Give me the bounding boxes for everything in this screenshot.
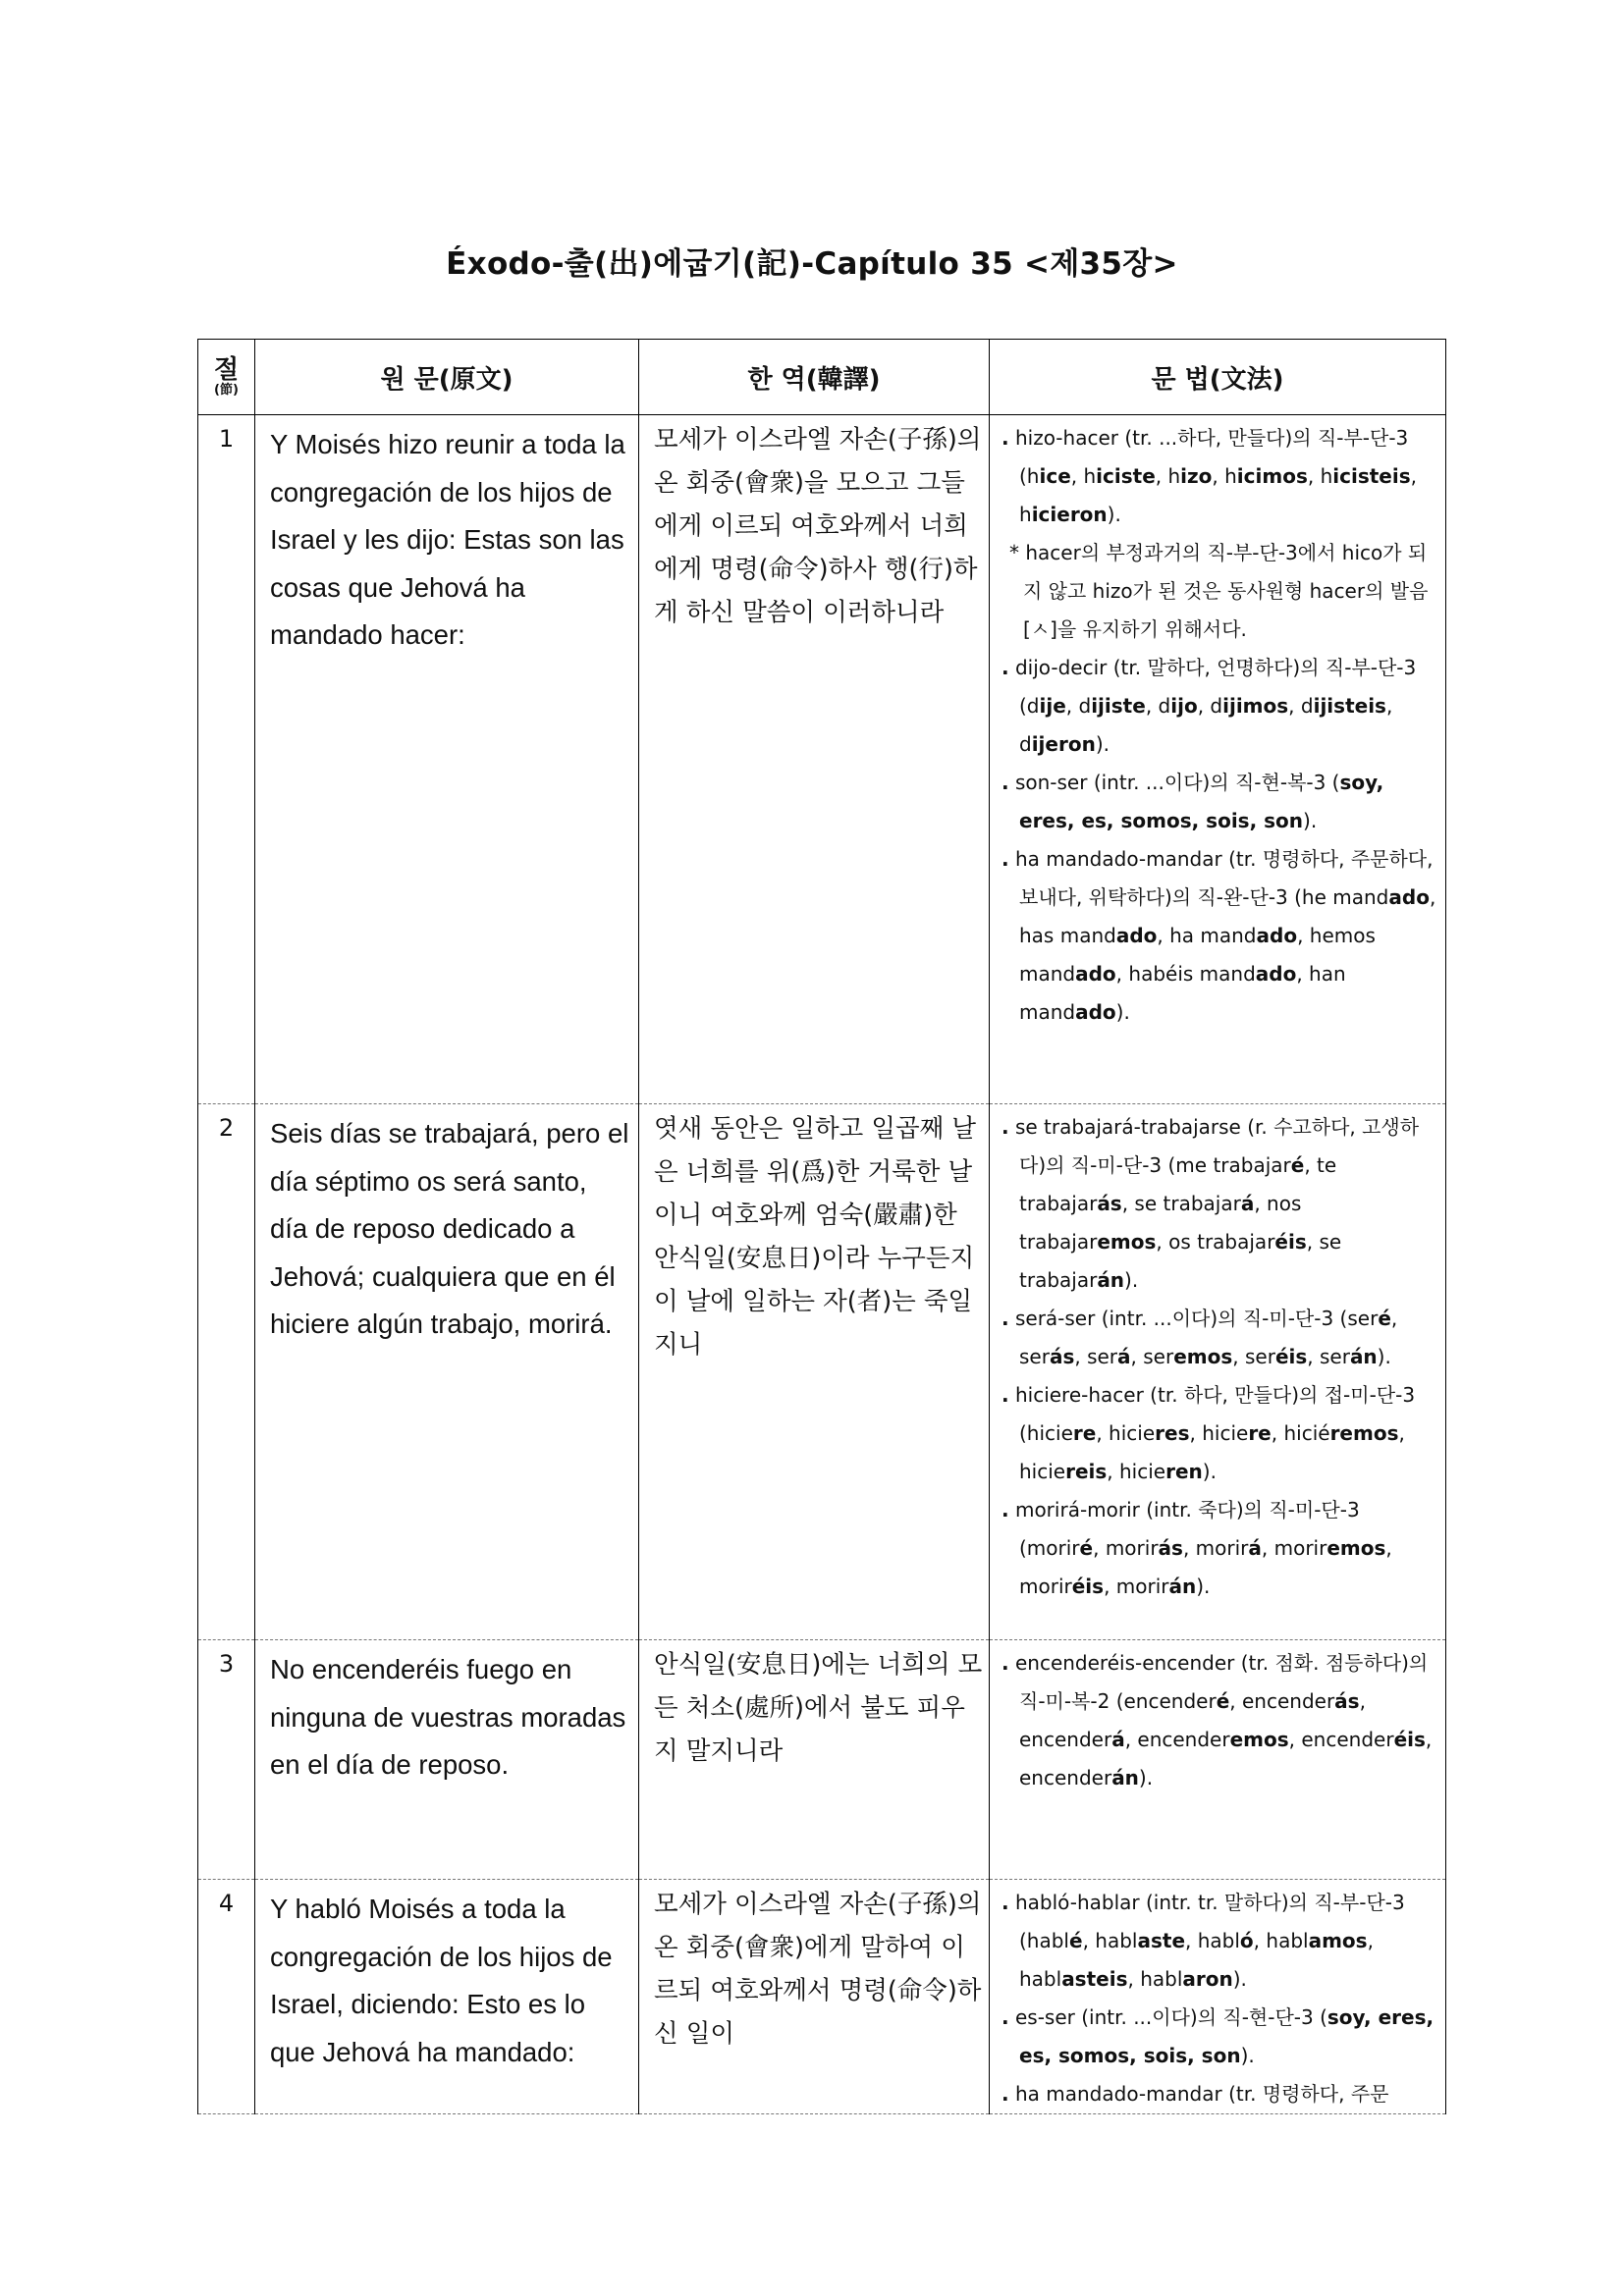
table-row	[198, 1880, 1446, 2114]
grammar-note: . dijo-decir (tr. 말하다, 언명하다)의 직-부-단-3 (dije, dijiste, dijo, dijimos, dijisteis, dijeron).	[1001, 656, 1417, 756]
grammar-note: . encenderéis-encender (tr. 점화. 점등하다)의 직-미-복-2 (encenderé, encenderás, encenderá, encenderemos, encenderéis, encenderán).	[1001, 1651, 1433, 1789]
korean-text: 모세가 이스라엘 자손(子孫)의 온 회중(會衆)을 모으고 그들에게 이르되 여호와께서 너희에게 명령(命令)하사 행(行)하게 하신 말씀이 이러하니라	[639, 415, 990, 1104]
korean-text: 엿새 동안은 일하고 일곱째 날은 너희를 위(爲)한 거룩한 날이니 여호와께 엄숙(嚴肅)한 안식일(安息日)이라 누구든지 이 날에 일하는 자(者)는 죽일지니	[639, 1104, 990, 1640]
grammar-note: . ha mandado-mandar (tr. 명령하다, 주문	[1001, 2082, 1389, 2106]
grammar-note: * hacer의 부정과거의 직-부-단-3에서 hico가 되지 않고 hizo가 된 것은 동사원형 hacer의 발음 [ㅅ]을 유지하기 위해서다.	[1009, 541, 1429, 641]
verse-number: 4	[198, 1880, 255, 2114]
header-verse-label: 절	[213, 354, 240, 385]
korean-text: 안식일(安息日)에는 너희의 모든 처소(處所)에서 불도 피우지 말지니라	[639, 1640, 990, 1880]
grammar-note: . hizo-hacer (tr. ...하다, 만들다)의 직-부-단-3 (hice, hiciste, hizo, hicimos, hicisteis, hicieron).	[1001, 426, 1417, 526]
table-row	[198, 1104, 1446, 1640]
grammar-note: . morirá-morir (intr. 죽다)의 직-미-단-3 (moriré, morirás, morirá, moriremos, moriréis, morirán).	[1001, 1498, 1392, 1598]
verse-number: 1	[198, 415, 255, 1104]
grammar-note: . habló-hablar (intr. tr. 말하다)의 직-부-단-3 (hablé, hablaste, habló, hablamos, hablasteis, hablaron).	[1001, 1891, 1405, 1991]
grammar-notes	[990, 1880, 1446, 2114]
header-verse-hanja: (節)	[214, 383, 239, 399]
grammar-notes	[990, 1104, 1446, 1640]
table-header-row	[198, 340, 1446, 415]
original-text: No encenderéis fuego en ninguna de vuestras moradas en el día de reposo.	[255, 1640, 639, 1880]
original-text: Y habló Moisés a toda la congregación de los hijos de Israel, diciendo: Esto es lo que Jehová ha mandado:	[255, 1880, 639, 2114]
original-text: Seis días se trabajará, pero el día séptimo os será santo, día de reposo dedicado a Jehová; cualquiera que en él hiciere algún trabajo, morirá.	[255, 1104, 639, 1640]
grammar-note: . son-ser (intr. ...이다)의 직-현-복-3 (soy, eres, es, somos, sois, son).	[1001, 771, 1384, 832]
verse-number: 3	[198, 1640, 255, 1880]
grammar-note: . se trabajará-trabajarse (r. 수고하다, 고생하다)의 직-미-단-3 (me trabajaré, te trabajarás, se trabajará, nos trabajaremos, os trabajaréis, se trabajarán).	[1001, 1115, 1420, 1292]
verse-table	[197, 339, 1446, 2114]
verse-number: 2	[198, 1104, 255, 1640]
grammar-note: . ha mandado-mandar (tr. 명령하다, 주문하다, 보내다, 위탁하다)의 직-완-단-3 (he mandado, has mandado, ha mandado, hemos mandado, habéis mandado, han mandado).	[1001, 847, 1436, 1024]
korean-text: 모세가 이스라엘 자손(子孫)의 온 회중(會衆)에게 말하여 이르되 여호와께서 명령(命令)하신 일이	[639, 1880, 990, 2114]
header-grammar: 문 법(文法)	[990, 340, 1446, 415]
grammar-note: . será-ser (intr. ...이다)의 직-미-단-3 (seré, serás, será, seremos, seréis, serán).	[1001, 1307, 1398, 1368]
grammar-note: . hiciere-hacer (tr. 하다, 만들다)의 접-미-단-3 (hiciere, hicieres, hiciere, hiciéremos, hiciereis, hicieren).	[1001, 1383, 1416, 1483]
grammar-notes	[990, 1640, 1446, 1880]
header-verse	[198, 340, 255, 415]
grammar-note: . es-ser (intr. ...이다)의 직-현-단-3 (soy, eres, es, somos, sois, son).	[1001, 2005, 1435, 2067]
table-row	[198, 1640, 1446, 1880]
grammar-notes	[990, 415, 1446, 1104]
page-title: Éxodo-출(出)에굽기(記)-Capítulo 35 <제35장>	[446, 246, 1178, 282]
original-text: Y Moisés hizo reunir a toda la congregación de los hijos de Israel y les dijo: Estas son las cosas que Jehová ha mandado hacer:	[255, 415, 639, 1104]
header-original: 원 문(原文)	[255, 340, 639, 415]
table-row	[198, 415, 1446, 1104]
header-korean: 한 역(韓譯)	[639, 340, 990, 415]
